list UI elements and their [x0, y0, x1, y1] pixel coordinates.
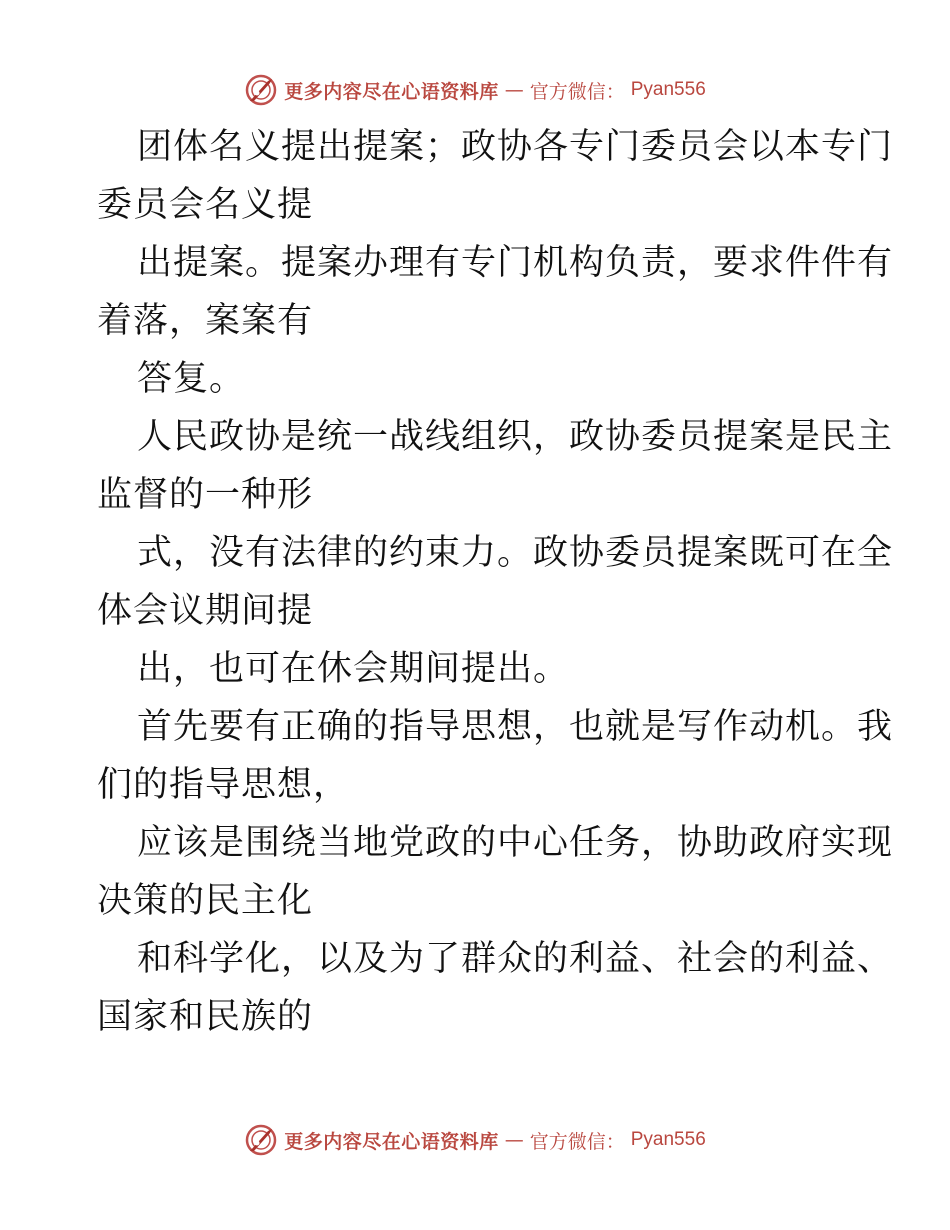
paragraph-line: 监督的一种形: [97, 475, 314, 515]
paragraph-2: [97, 234, 894, 350]
footer-separator: —: [504, 1129, 524, 1151]
paragraph-line: 国家和民族的: [97, 997, 314, 1037]
paragraph-4: [97, 408, 894, 524]
header-separator: —: [504, 79, 524, 101]
paragraph-8: [97, 814, 894, 930]
footer-wechat-label: 官方微信：: [529, 1130, 625, 1153]
paragraph-line: 式，没有法律的约束力。政协委员提案既可在全: [137, 533, 894, 573]
paragraph-line: 委员会名义提: [97, 185, 314, 225]
header-wechat-label: 官方微信：: [529, 80, 625, 103]
paragraph-3: [97, 350, 857, 408]
header-watermark: [0, 70, 950, 110]
footer-wechat-id: Pyan556: [630, 1129, 706, 1150]
paragraph-1: [97, 118, 894, 234]
quill-logo-icon: [244, 73, 278, 107]
footer-brand: 更多内容尽在心语资料库: [284, 1130, 499, 1153]
paragraph-line: 首先要有正确的指导思想，也就是写作动机。我: [137, 707, 894, 747]
paragraph-line: 应该是围绕当地党政的中心任务，协助政府实现: [137, 823, 894, 863]
paragraph-line: 答复。: [137, 359, 246, 399]
paragraph-line: 出，也可在休会期间提出。: [137, 649, 570, 689]
paragraph-9: [97, 930, 894, 1046]
header-brand: 更多内容尽在心语资料库: [284, 80, 499, 103]
paragraph-line: 和科学化，以及为了群众的利益、社会的利益、: [137, 939, 894, 979]
quill-logo-icon: [244, 1123, 278, 1157]
paragraph-line: 团体名义提出提案；政协各专门委员会以本专门: [137, 127, 894, 167]
paragraph-6: [97, 640, 857, 698]
paragraph-line: 们的指导思想，: [97, 765, 350, 805]
paragraph-5: [97, 524, 894, 640]
document-body: [97, 118, 894, 1046]
paragraph-line: 决策的民主化: [97, 881, 314, 921]
paragraph-line: 体会议期间提: [97, 591, 314, 631]
paragraph-7: [97, 698, 894, 814]
paragraph-line: 人民政协是统一战线组织，政协委员提案是民主: [137, 417, 894, 457]
header-wechat-id: Pyan556: [630, 79, 706, 100]
footer-watermark: [0, 1120, 950, 1160]
paragraph-line: 着落，案案有: [97, 301, 314, 341]
paragraph-line: 出提案。提案办理有专门机构负责，要求件件有: [137, 243, 894, 283]
